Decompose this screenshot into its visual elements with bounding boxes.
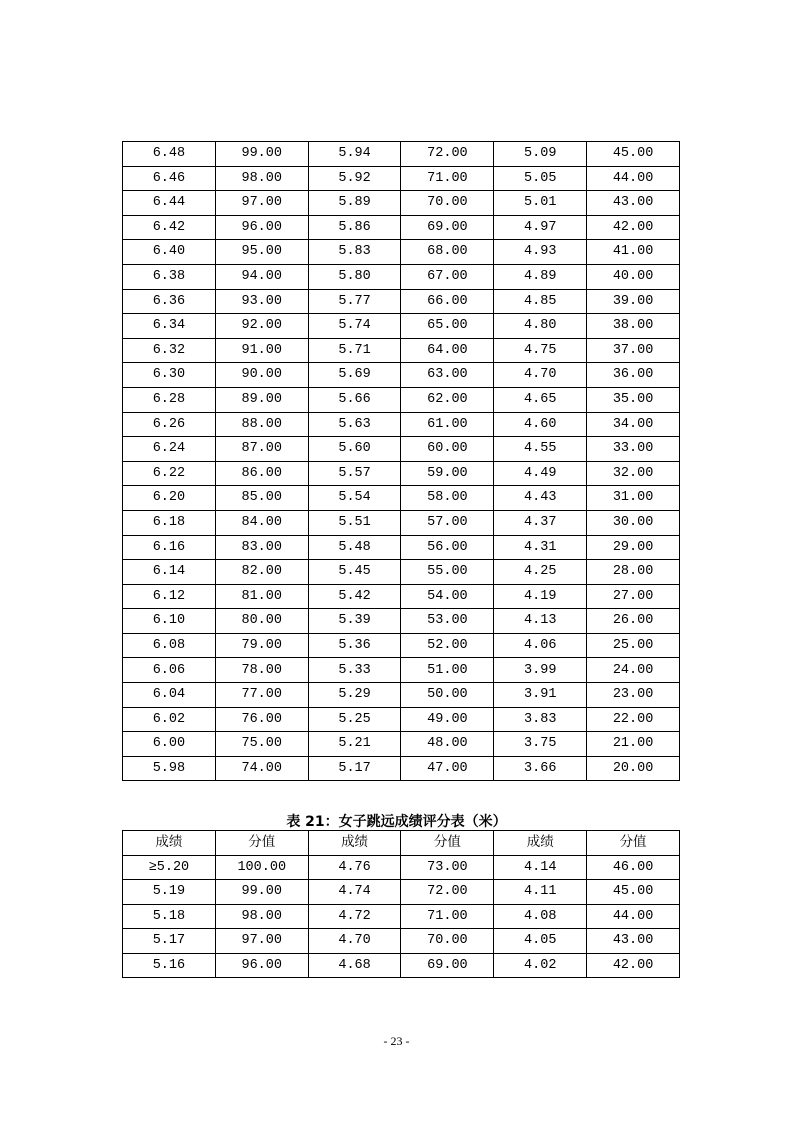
table-cell: 41.00: [587, 240, 680, 265]
table-cell: 5.17: [308, 756, 401, 781]
table-cell: 72.00: [401, 142, 494, 167]
table-21-body: [123, 831, 680, 978]
table-cell: 4.85: [494, 289, 587, 314]
table-row: [123, 732, 680, 757]
table-cell: 95.00: [215, 240, 308, 265]
table-cell: 4.55: [494, 437, 587, 462]
table-cell: 4.06: [494, 633, 587, 658]
score-table-continued-body: [123, 142, 680, 781]
table-cell: 98.00: [215, 904, 308, 929]
table-row: [123, 215, 680, 240]
table-cell: 29.00: [587, 535, 680, 560]
table-cell: 61.00: [401, 412, 494, 437]
table-cell: 5.45: [308, 560, 401, 585]
table-row: [123, 904, 680, 929]
table-cell: 39.00: [587, 289, 680, 314]
table-cell: 43.00: [587, 929, 680, 954]
table-cell: 5.71: [308, 338, 401, 363]
table-cell: 20.00: [587, 756, 680, 781]
table-cell: 23.00: [587, 683, 680, 708]
table-cell: 6.18: [123, 510, 216, 535]
table-cell: 4.74: [308, 880, 401, 905]
table-cell: 45.00: [587, 142, 680, 167]
table-cell: 5.19: [123, 880, 216, 905]
table-cell: 22.00: [587, 707, 680, 732]
table-cell: 4.08: [494, 904, 587, 929]
table-21-long-jump-women: [122, 830, 680, 978]
table-cell: 6.14: [123, 560, 216, 585]
table-row: [123, 929, 680, 954]
table-cell: 57.00: [401, 510, 494, 535]
table-cell: 5.86: [308, 215, 401, 240]
table-cell: 4.05: [494, 929, 587, 954]
table-cell: 5.05: [494, 166, 587, 191]
table-row: [123, 880, 680, 905]
table-cell: 3.66: [494, 756, 587, 781]
table-cell: 6.40: [123, 240, 216, 265]
table-cell: 94.00: [215, 264, 308, 289]
table-cell: 5.98: [123, 756, 216, 781]
table-row: [123, 584, 680, 609]
table-row: [123, 437, 680, 462]
table-cell: 45.00: [587, 880, 680, 905]
table-cell: 40.00: [587, 264, 680, 289]
table-cell: 4.70: [308, 929, 401, 954]
table-cell: 5.69: [308, 363, 401, 388]
table-cell: 93.00: [215, 289, 308, 314]
table-cell: 77.00: [215, 683, 308, 708]
table-cell: 81.00: [215, 584, 308, 609]
table-cell: 60.00: [401, 437, 494, 462]
table-cell: 3.99: [494, 658, 587, 683]
header-cell: 分值: [587, 831, 680, 856]
table-cell: 83.00: [215, 535, 308, 560]
table-cell: 99.00: [215, 142, 308, 167]
table-cell: 69.00: [401, 215, 494, 240]
table-cell: 6.22: [123, 461, 216, 486]
table-row: [123, 486, 680, 511]
table-cell: 6.34: [123, 314, 216, 339]
table-cell: 5.51: [308, 510, 401, 535]
table-cell: 78.00: [215, 658, 308, 683]
table-cell: 5.54: [308, 486, 401, 511]
table-cell: 6.04: [123, 683, 216, 708]
table-cell: 5.60: [308, 437, 401, 462]
table-cell: 5.83: [308, 240, 401, 265]
table-cell: 4.97: [494, 215, 587, 240]
table-cell: 5.80: [308, 264, 401, 289]
table-row: [123, 707, 680, 732]
table-cell: 48.00: [401, 732, 494, 757]
header-cell: 成绩: [308, 831, 401, 856]
table-cell: 5.09: [494, 142, 587, 167]
table-cell: 54.00: [401, 584, 494, 609]
score-table-continued: [122, 141, 680, 781]
table-cell: 4.13: [494, 609, 587, 634]
table-cell: 53.00: [401, 609, 494, 634]
table-cell: 34.00: [587, 412, 680, 437]
table-cell: 50.00: [401, 683, 494, 708]
table-row: [123, 855, 680, 880]
table-cell: 55.00: [401, 560, 494, 585]
table-cell: 44.00: [587, 904, 680, 929]
table-cell: 97.00: [215, 191, 308, 216]
table-cell: 6.08: [123, 633, 216, 658]
table-cell: 96.00: [215, 215, 308, 240]
table-cell: 4.93: [494, 240, 587, 265]
table-cell: 68.00: [401, 240, 494, 265]
table-row: [123, 535, 680, 560]
table-cell: 5.77: [308, 289, 401, 314]
table-cell: 25.00: [587, 633, 680, 658]
table-cell: 31.00: [587, 486, 680, 511]
table-cell: 38.00: [587, 314, 680, 339]
table-cell: 42.00: [587, 215, 680, 240]
table-cell: 6.38: [123, 264, 216, 289]
table-cell: 52.00: [401, 633, 494, 658]
table-cell: 71.00: [401, 166, 494, 191]
table-row: [123, 609, 680, 634]
table-cell: 73.00: [401, 855, 494, 880]
table-cell: 6.28: [123, 387, 216, 412]
table-cell: 98.00: [215, 166, 308, 191]
table-cell: 5.39: [308, 609, 401, 634]
table-cell: 43.00: [587, 191, 680, 216]
table-cell: 100.00: [215, 855, 308, 880]
table-row: [123, 363, 680, 388]
table-cell: 6.20: [123, 486, 216, 511]
table-cell: 79.00: [215, 633, 308, 658]
table-cell: 4.89: [494, 264, 587, 289]
table-row: [123, 191, 680, 216]
table-cell: 4.37: [494, 510, 587, 535]
table-row: [123, 510, 680, 535]
table-row: [123, 658, 680, 683]
table-row: [123, 412, 680, 437]
table-cell: 4.60: [494, 412, 587, 437]
table-row: [123, 953, 680, 978]
table-cell: 4.76: [308, 855, 401, 880]
table-cell: 5.57: [308, 461, 401, 486]
table-cell: 33.00: [587, 437, 680, 462]
table-row: [123, 240, 680, 265]
table-cell: 4.31: [494, 535, 587, 560]
table-cell: 5.36: [308, 633, 401, 658]
table-cell: 66.00: [401, 289, 494, 314]
table-row: [123, 387, 680, 412]
table-cell: 85.00: [215, 486, 308, 511]
table-cell: 86.00: [215, 461, 308, 486]
table-cell: 5.01: [494, 191, 587, 216]
table-cell: 59.00: [401, 461, 494, 486]
table-cell: 63.00: [401, 363, 494, 388]
table-cell: 4.19: [494, 584, 587, 609]
header-cell: 成绩: [123, 831, 216, 856]
table-cell: 51.00: [401, 658, 494, 683]
table-row: [123, 166, 680, 191]
table-cell: 6.44: [123, 191, 216, 216]
header-cell: 分值: [215, 831, 308, 856]
table-cell: 5.42: [308, 584, 401, 609]
table-row: [123, 314, 680, 339]
table-cell: 4.80: [494, 314, 587, 339]
table-cell: 6.36: [123, 289, 216, 314]
table-cell: 87.00: [215, 437, 308, 462]
table-cell: 21.00: [587, 732, 680, 757]
table-cell: 5.17: [123, 929, 216, 954]
table-cell: 91.00: [215, 338, 308, 363]
table-cell: 5.94: [308, 142, 401, 167]
table-cell: 6.16: [123, 535, 216, 560]
table-cell: 4.49: [494, 461, 587, 486]
table-cell: 4.75: [494, 338, 587, 363]
table-cell: 36.00: [587, 363, 680, 388]
table-row: [123, 338, 680, 363]
table-cell: 96.00: [215, 953, 308, 978]
table-row: [123, 560, 680, 585]
table-cell: 47.00: [401, 756, 494, 781]
table-cell: 75.00: [215, 732, 308, 757]
table-cell: 58.00: [401, 486, 494, 511]
table-cell: 6.48: [123, 142, 216, 167]
table-cell: 30.00: [587, 510, 680, 535]
table-cell: 35.00: [587, 387, 680, 412]
table-cell: 5.89: [308, 191, 401, 216]
table-cell: 56.00: [401, 535, 494, 560]
table-cell: 76.00: [215, 707, 308, 732]
table-cell: 6.32: [123, 338, 216, 363]
table-21-caption: 表 21：女子跳远成绩评分表（米）: [286, 814, 507, 830]
table-cell: 89.00: [215, 387, 308, 412]
table-cell: 4.14: [494, 855, 587, 880]
table-cell: 69.00: [401, 953, 494, 978]
table-cell: 65.00: [401, 314, 494, 339]
table-cell: 70.00: [401, 929, 494, 954]
table-cell: 4.11: [494, 880, 587, 905]
table-cell: 27.00: [587, 584, 680, 609]
table-cell: 6.46: [123, 166, 216, 191]
table-cell: 72.00: [401, 880, 494, 905]
table-cell: 5.66: [308, 387, 401, 412]
table-cell: 4.25: [494, 560, 587, 585]
table-cell: 5.25: [308, 707, 401, 732]
table-row: [123, 683, 680, 708]
table-cell: 6.30: [123, 363, 216, 388]
table-cell: 4.43: [494, 486, 587, 511]
table-cell: 3.91: [494, 683, 587, 708]
table-cell: 67.00: [401, 264, 494, 289]
table-cell: 80.00: [215, 609, 308, 634]
table-cell: 28.00: [587, 560, 680, 585]
table-cell: 6.00: [123, 732, 216, 757]
table-cell: 5.63: [308, 412, 401, 437]
table-cell: 6.06: [123, 658, 216, 683]
table-cell: 5.92: [308, 166, 401, 191]
table-cell: 6.12: [123, 584, 216, 609]
table-cell: 6.10: [123, 609, 216, 634]
table-cell: 5.21: [308, 732, 401, 757]
table-cell: 5.18: [123, 904, 216, 929]
table-cell: 71.00: [401, 904, 494, 929]
table-cell: 3.75: [494, 732, 587, 757]
table-cell: 3.83: [494, 707, 587, 732]
table-row: [123, 461, 680, 486]
table-cell: 5.48: [308, 535, 401, 560]
table-cell: 70.00: [401, 191, 494, 216]
table-cell: 32.00: [587, 461, 680, 486]
page-number: - 23 -: [383, 1034, 410, 1048]
table-cell: 44.00: [587, 166, 680, 191]
table-cell: 92.00: [215, 314, 308, 339]
table-cell: 26.00: [587, 609, 680, 634]
table-cell: 4.70: [494, 363, 587, 388]
table-cell: 82.00: [215, 560, 308, 585]
table-cell: 5.16: [123, 953, 216, 978]
table-cell: 49.00: [401, 707, 494, 732]
table-cell: 5.29: [308, 683, 401, 708]
table-cell: 84.00: [215, 510, 308, 535]
table-cell: 62.00: [401, 387, 494, 412]
table-cell: 88.00: [215, 412, 308, 437]
table-cell: ≥5.20: [123, 855, 216, 880]
table-cell: 24.00: [587, 658, 680, 683]
header-cell: 成绩: [494, 831, 587, 856]
table-cell: 4.68: [308, 953, 401, 978]
table-cell: 5.74: [308, 314, 401, 339]
table-cell: 74.00: [215, 756, 308, 781]
table-cell: 90.00: [215, 363, 308, 388]
table-cell: 6.42: [123, 215, 216, 240]
table-cell: 5.33: [308, 658, 401, 683]
table-cell: 6.24: [123, 437, 216, 462]
table-row: [123, 633, 680, 658]
table-cell: 6.26: [123, 412, 216, 437]
table-row: [123, 142, 680, 167]
table-row: [123, 756, 680, 781]
table-cell: 99.00: [215, 880, 308, 905]
table-cell: 4.02: [494, 953, 587, 978]
table-21-header-row: [123, 831, 680, 856]
table-cell: 64.00: [401, 338, 494, 363]
header-cell: 分值: [401, 831, 494, 856]
table-row: [123, 289, 680, 314]
table-cell: 97.00: [215, 929, 308, 954]
table-cell: 4.65: [494, 387, 587, 412]
table-cell: 37.00: [587, 338, 680, 363]
table-row: [123, 264, 680, 289]
table-cell: 6.02: [123, 707, 216, 732]
table-cell: 42.00: [587, 953, 680, 978]
table-cell: 4.72: [308, 904, 401, 929]
table-cell: 46.00: [587, 855, 680, 880]
